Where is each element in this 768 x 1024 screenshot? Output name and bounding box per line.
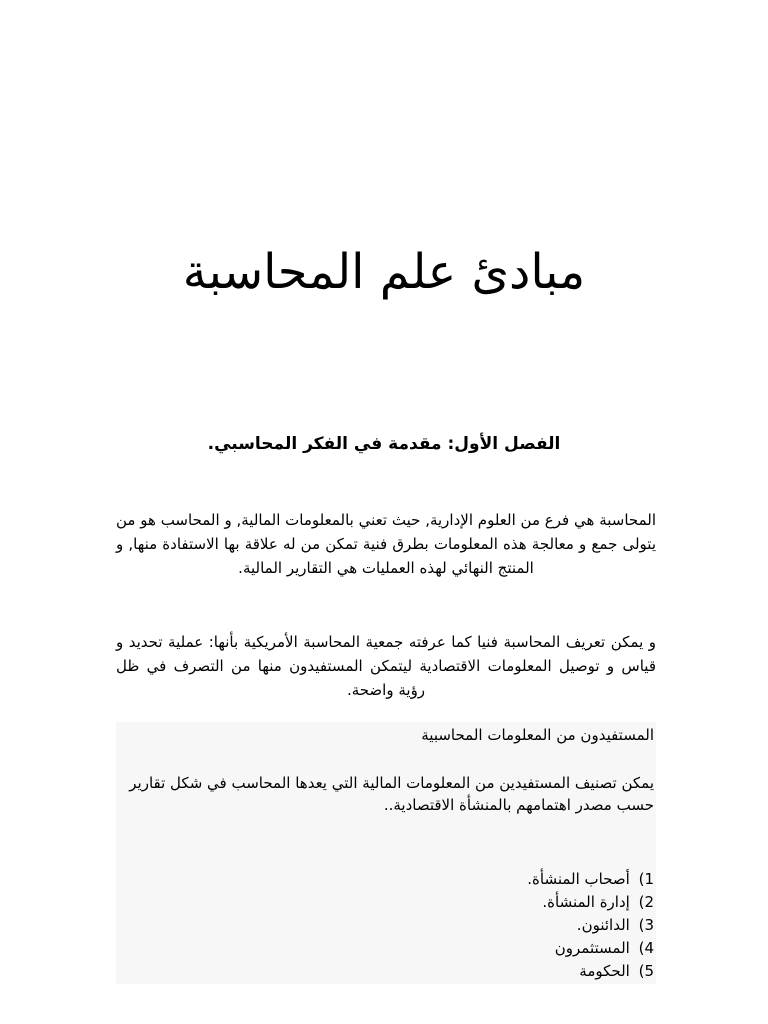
list-item-number: 1) (638, 870, 654, 888)
list-item-number: 2) (638, 893, 654, 911)
box-description: يمكن تصنيف المستفيدين من المعلومات المالية التي يعدها المحاسب في شكل تقارير حسب مصدر اهتمامهم بالمنشأة الاقتصادية.. (129, 774, 654, 814)
list-item-text: المستثمرون (554, 939, 630, 957)
list-item (116, 868, 654, 891)
list-item (116, 937, 654, 960)
list-item-text: إدارة المنشأة. (542, 893, 630, 911)
list-item-number: 4) (638, 939, 654, 957)
list-item-number: 3) (638, 916, 654, 934)
box-title: المستفيدون من المعلومات المحاسبية (421, 726, 654, 744)
beneficiaries-list (116, 868, 656, 983)
paragraph-aaa-definition: و يمكن تعريف المحاسبة فنيا كما عرفته جمعية المحاسبة الأمريكية بأنها: عملية تحديد و قياس و توصيل المعلومات الاقتصادية ليتمكن المستفيدون منها من التصرف في ظل رؤية واضحة. (116, 633, 656, 699)
beneficiaries-box (116, 722, 656, 984)
list-item (116, 960, 654, 983)
list-item (116, 891, 654, 914)
document-title: مبادئ علم المحاسبة (182, 244, 586, 300)
paragraph-accounting-definition: المحاسبة هي فرع من العلوم الإدارية, حيث تعني بالمعلومات المالية, و المحاسب هو من يتولى جمع و معالجة هذه المعلومات بطرق فنية تمكن من له علاقة بها الاستفادة منها, و المنتج النهائي لهذه العمليات هي التقارير المالية. (116, 511, 656, 577)
list-item-text: الدائنون. (576, 916, 630, 934)
list-item-number: 5) (638, 962, 654, 980)
chapter-heading: الفصل الأول: مقدمة في الفكر المحاسبي. (207, 434, 561, 454)
list-item-text: أصحاب المنشأة. (527, 870, 630, 888)
list-item (116, 914, 654, 937)
list-item-text: الحكومة (579, 962, 630, 980)
